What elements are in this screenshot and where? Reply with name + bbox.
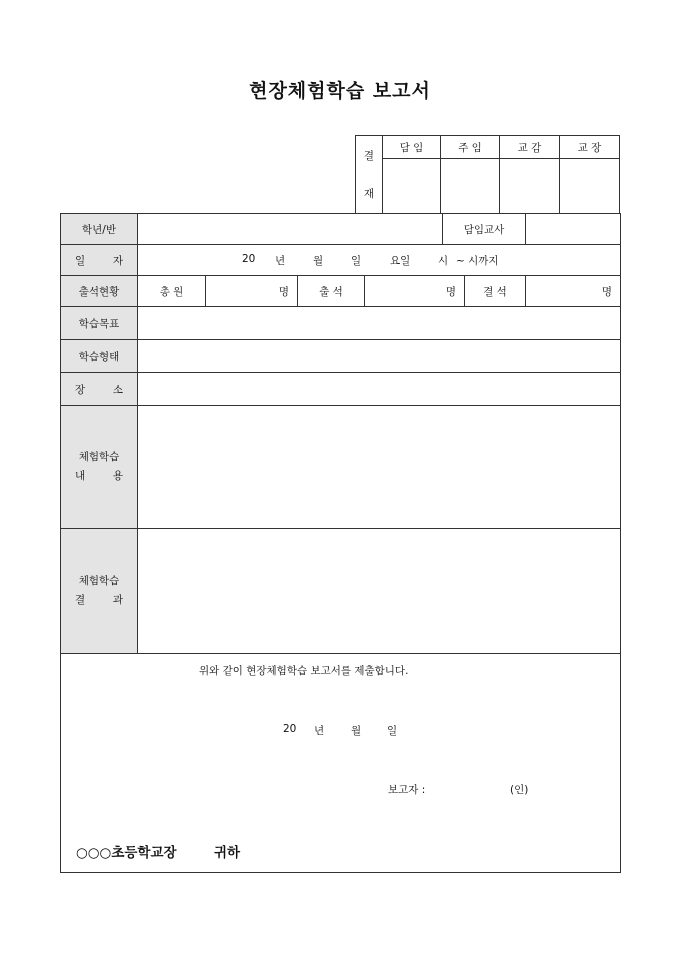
date-label-part2: 자: [112, 254, 123, 267]
footer-reporter-label: 보고자 :: [388, 784, 426, 796]
absent-field[interactable]: [526, 276, 621, 307]
present-field[interactable]: [365, 276, 465, 307]
grade-class-label: 학년/반: [61, 214, 138, 245]
date-month-unit: 월: [313, 255, 324, 267]
approval-header-vice-principal: 교 감: [500, 136, 560, 159]
form-label: 학습형태: [61, 340, 138, 373]
date-weekday-unit: 요일: [390, 255, 411, 267]
content-label-line1: 체험학습: [78, 451, 120, 463]
footer-seal: (인): [510, 784, 529, 796]
footer-year-unit: 년: [314, 725, 325, 737]
content-label-part2b: 용: [112, 470, 123, 482]
footer-date-prefix: 20: [283, 723, 297, 735]
grade-class-field[interactable]: [138, 214, 443, 245]
total-field[interactable]: [206, 276, 298, 307]
goal-field[interactable]: [138, 307, 621, 340]
place-label-part1: 장: [75, 383, 86, 396]
absent-label: 결 석: [465, 276, 526, 307]
footer-recipient: ○○○초등학교장: [76, 845, 177, 861]
content-field[interactable]: [138, 406, 621, 529]
approval-label: [356, 136, 383, 214]
result-label-part2b: 과: [112, 594, 123, 606]
result-label-line1: 체험학습: [78, 575, 120, 587]
place-label-part2: 소: [112, 383, 123, 396]
place-field[interactable]: [138, 373, 621, 406]
approval-label-top: 결: [363, 150, 375, 162]
date-day-unit: 일: [351, 255, 362, 267]
content-label: [61, 406, 138, 529]
approval-table: [355, 135, 620, 214]
date-field[interactable]: [138, 245, 621, 276]
footer-section: [61, 654, 621, 873]
date-range-text: ~ 시까지: [456, 255, 499, 267]
date-hour-unit: 시: [438, 255, 449, 267]
approval-sign-principal[interactable]: [560, 159, 620, 214]
total-label: 총 원: [138, 276, 206, 307]
approval-sign-head[interactable]: [441, 159, 500, 214]
footer-month-unit: 월: [351, 725, 362, 737]
date-label-part1: 일: [75, 254, 86, 267]
content-label-part2a: 내: [75, 470, 86, 482]
attendance-label: 출석현황: [61, 276, 138, 307]
footer-day-unit: 일: [387, 725, 398, 737]
footer-honorific: 귀하: [214, 845, 241, 861]
approval-sign-homeroom[interactable]: [383, 159, 441, 214]
result-label-part2a: 결: [75, 594, 86, 606]
date-year-unit: 년: [275, 255, 286, 267]
homeroom-teacher-label: 담임교사: [443, 214, 526, 245]
approval-header-principal: 교 장: [560, 136, 620, 159]
approval-label-bottom: 재: [363, 188, 375, 200]
place-label: [61, 373, 138, 406]
present-label: 출 석: [298, 276, 365, 307]
report-table: [60, 213, 621, 873]
approval-sign-vice-principal[interactable]: [500, 159, 560, 214]
approval-header-homeroom: 담 임: [383, 136, 441, 159]
result-label: [61, 529, 138, 654]
goal-label: 학습목표: [61, 307, 138, 340]
total-unit: 명: [278, 285, 289, 298]
homeroom-teacher-field[interactable]: [526, 214, 621, 245]
present-unit: 명: [445, 285, 456, 298]
absent-unit: 명: [601, 285, 613, 298]
footer-statement: 위와 같이 현장체험학습 보고서를 제출합니다.: [199, 665, 409, 677]
document-title: 현장체험학습 보고서: [249, 80, 431, 102]
approval-header-head: 주 임: [441, 136, 500, 159]
date-year-prefix: 20: [242, 253, 256, 265]
result-field[interactable]: [138, 529, 621, 654]
form-field[interactable]: [138, 340, 621, 373]
date-label: [61, 245, 138, 276]
